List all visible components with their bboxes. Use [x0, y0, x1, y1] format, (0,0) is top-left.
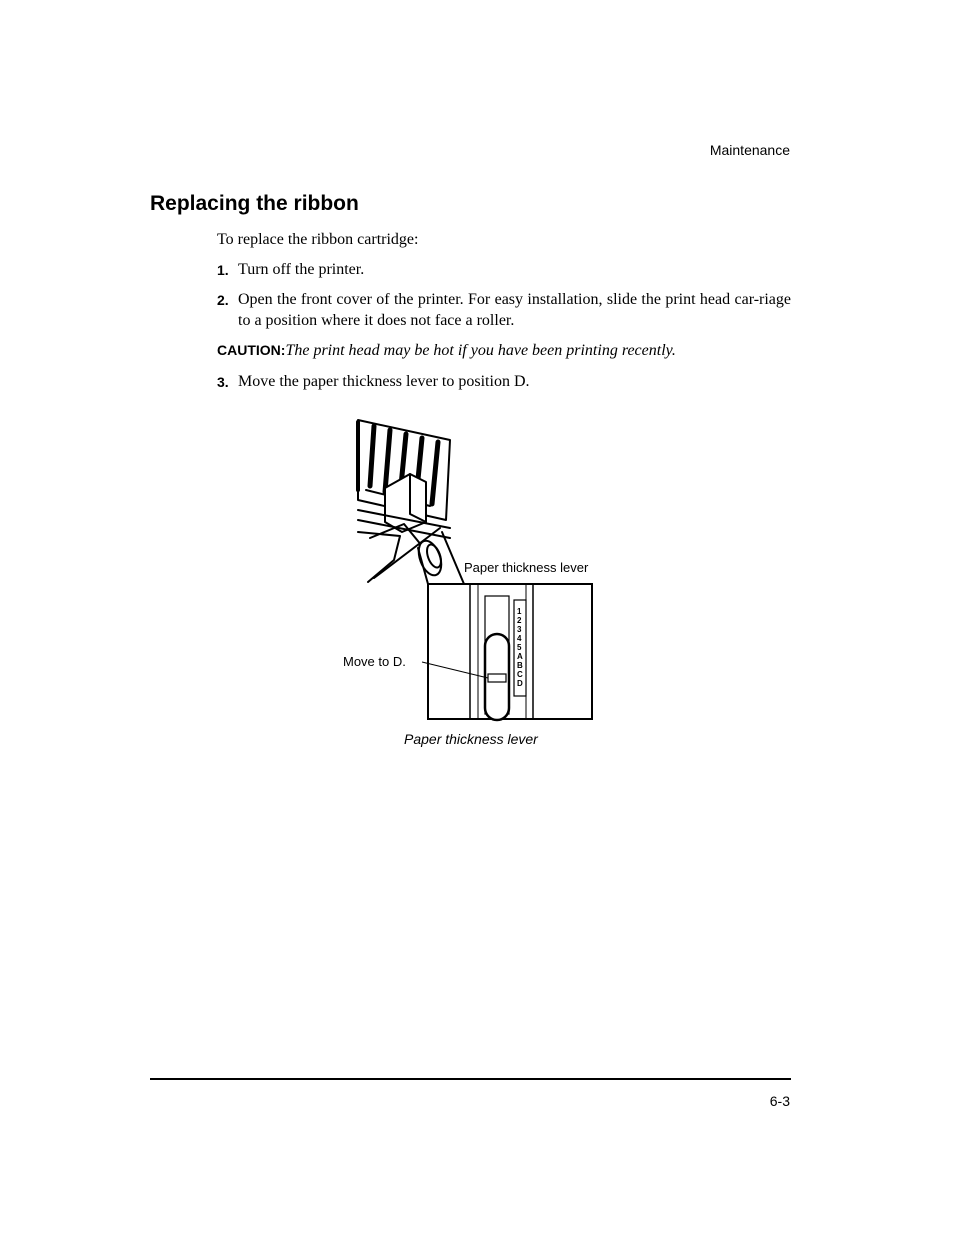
caution-text: The print head may be hot if you have been printing recently.: [285, 342, 676, 359]
step-2: [217, 289, 791, 331]
step-text: Open the front cover of the printer. For easy installation, slide the print head car-riage to a position where it does not face a roller.: [238, 291, 791, 329]
section-title: Replacing the ribbon: [150, 192, 359, 215]
step-number: 1.: [217, 262, 229, 278]
step-1: [217, 259, 791, 281]
move-to-d-label: Move to D.: [343, 654, 406, 669]
printer-sketch: [358, 420, 464, 584]
lever-detail-panel: [422, 584, 592, 720]
step-number: 2.: [217, 292, 229, 308]
page-number: 6-3: [769, 1093, 790, 1109]
caution-label: CAUTION:: [217, 342, 286, 358]
step-3: [217, 371, 791, 393]
scale-mark: 5: [517, 643, 522, 652]
scale-mark: 4: [517, 634, 522, 643]
scale-mark: A: [517, 652, 523, 661]
step-number: 3.: [217, 374, 229, 390]
scale-mark: 3: [517, 625, 522, 634]
step-text: Turn off the printer.: [238, 261, 365, 278]
scale-mark: 2: [517, 616, 522, 625]
lever-callout-label: Paper thickness lever: [464, 560, 589, 575]
paper-thickness-lever-illustration: [330, 410, 620, 725]
scale-mark: C: [517, 670, 523, 679]
figure-caption: Paper thickness lever: [404, 731, 538, 747]
scale-mark: D: [517, 679, 523, 688]
scale-mark: B: [517, 661, 523, 670]
caution-note: [217, 340, 791, 361]
footer-rule: [150, 1078, 791, 1080]
step-text: Move the paper thickness lever to position D.: [238, 373, 530, 390]
running-header: Maintenance: [709, 142, 790, 158]
intro-text: To replace the ribbon cartridge:: [217, 231, 419, 248]
scale-mark: 1: [517, 607, 522, 616]
